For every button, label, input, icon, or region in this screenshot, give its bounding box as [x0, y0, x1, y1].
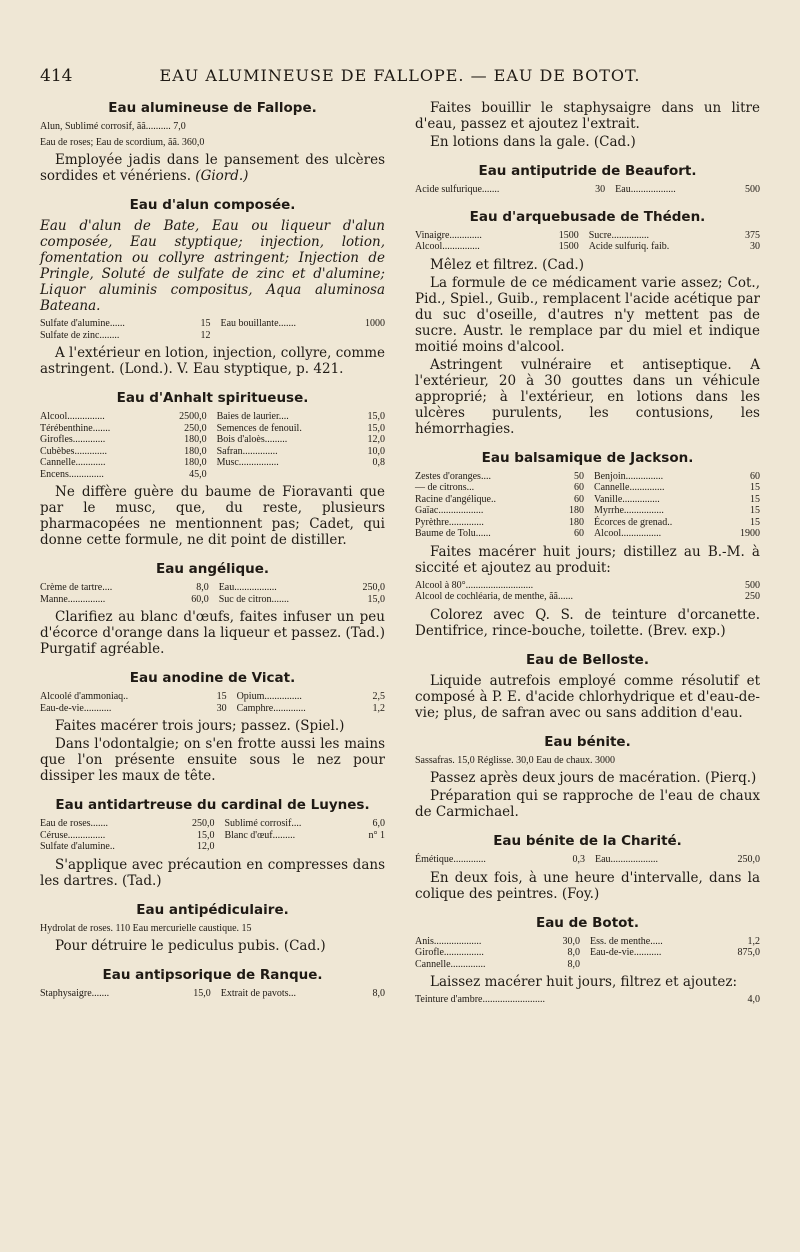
ingredient-name: — de citrons... [415, 482, 475, 493]
ingredient-name: Anis................... [415, 935, 482, 947]
ingredient-quantity: 60,0 [191, 593, 209, 605]
ingredient-quantity: 875,0 [737, 947, 760, 958]
ingredient-name: Ess. de menthe..... [589, 935, 663, 947]
section-text: A l'extérieur en lotion, injection, collyre, comme astringent. (Lond.). V. Eau styptique, p. 421. [40, 345, 386, 377]
ingredient-name: Opium............... [236, 691, 302, 702]
ingredient-name: Baume de Tolu...... [415, 528, 491, 539]
ingredient-row [415, 994, 760, 1006]
ingredient-name: Girofles............. [40, 434, 106, 445]
ingredient-name: Girofle................ [415, 947, 484, 958]
ingredient-name: Teinture d'ambre......................... [415, 994, 545, 1005]
ingredient-table [40, 691, 385, 714]
section-text: Faites macérer trois jours; passez. (Spiel.) [55, 718, 345, 734]
ingredient-name: Encens.............. [40, 468, 104, 480]
ingredient-line: Sassafras. 15,0 Réglisse. 30,0 Eau de chaux. 3000 [415, 754, 615, 766]
ingredient-name: Cannelle.............. [593, 482, 665, 493]
section-text: Ne diffère guère du baume de Fioravanti que par le musc, que, du reste, plusieurs pharmacopées ne mentionnent pas; Cadet, qui donne cette formule, ne dit point de distiller. [40, 484, 385, 548]
ingredient-quantity: 30 [750, 241, 760, 252]
ingredient-name: Baies de laurier.... [216, 411, 289, 422]
ingredient-quantity: 0,8 [372, 457, 385, 468]
ingredient-quantity: 2,5 [372, 691, 385, 702]
ingredient-quantity: 6,0 [372, 818, 385, 829]
ingredient-quantity [351, 330, 385, 342]
ingredient-quantity: 250,0 [191, 818, 215, 829]
ingredient-table [40, 318, 385, 341]
ingredient-quantity: 15,0 [196, 829, 215, 841]
ingredient-quantity: 15 [750, 482, 760, 493]
ingredient-quantity: 15 [200, 318, 211, 329]
section-title: Eau alumineuse de Fallope. [108, 100, 317, 116]
ingredient-row [40, 411, 385, 423]
ingredient-table [415, 854, 760, 866]
ingredient-name: Cannelle............ [40, 457, 106, 468]
ingredient-quantity: 250,0 [737, 854, 760, 865]
ingredient-row [40, 988, 385, 1000]
section-text: Liquide autrefois employé comme résolutif et composé à P. E. d'acide chlorhydrique et d'eau-de-vie; plus, de safran avec ou sans addition d'eau. [415, 672, 760, 721]
ingredient-quantity: 15,0 [193, 988, 211, 999]
section-title: Eau d'arquebusade de Théden. [469, 208, 706, 225]
ingredient-quantity: 180,0 [184, 457, 207, 468]
ingredient-quantity: 15,0 [367, 593, 385, 605]
ingredient-name: Extrait de pavots... [220, 988, 297, 999]
ingredient-name: Sulfate d'alumine...... [40, 318, 125, 329]
ingredient-row [40, 446, 385, 458]
ingredient-quantity: 30 [216, 702, 227, 714]
ingredient-row [40, 818, 385, 830]
ingredient-name: Bois d'aloès......... [216, 434, 288, 445]
ingredient-table [415, 471, 760, 540]
ingredient-row [40, 457, 385, 469]
ingredient-name: Sulfate de zinc........ [40, 329, 120, 341]
section-text: Colorez avec Q. S. de teinture d'orcanette. Dentifrice, rince-bouche, toilette. (Brev. exp.) [415, 606, 760, 639]
ingredient-quantity: 50 [573, 470, 584, 482]
ingredient-name: Eau-de-vie........... [589, 947, 662, 958]
ingredient-name: Sublimé corrosif.... [224, 818, 302, 829]
ingredient-name [590, 959, 720, 971]
ingredient-name: Alcool de cochléaria, de menthe, ãã...... [415, 591, 573, 602]
ingredient-name: Myrrhe................ [593, 505, 664, 516]
ingredient-name: Eau................... [594, 854, 659, 865]
ingredient-name: Sucre............... [588, 229, 649, 241]
ingredient-table [415, 230, 760, 253]
ingredient-name: Manne............... [40, 593, 106, 605]
ingredient-name: Acide sulfurique....... [415, 184, 500, 195]
section-text: Préparation qui se rapproche de l'eau de chaux de Carmichael. [415, 788, 760, 820]
ingredient-quantity: 10,0 [367, 445, 385, 457]
ingredient-row [40, 318, 385, 330]
ingredient-name: Sulfate d'alumine.. [40, 841, 115, 852]
ingredient-row [40, 469, 385, 481]
ingredient-quantity: 1000 [365, 318, 385, 329]
section-text: Employée jadis dans le pansement des ulcères sordides et vénériens. (Giord.) [40, 152, 385, 184]
section-text: Mêlez et filtrez. (Cad.) [430, 256, 584, 273]
ingredient-quantity: 30 [595, 184, 606, 195]
ingredient-quantity [357, 841, 385, 853]
section-title: Eau de Botot. [535, 914, 640, 931]
ingredient-name: Eau bouillante....... [220, 318, 297, 329]
ingredient-quantity: 375 [745, 229, 760, 241]
ingredient-row [415, 184, 760, 196]
section-text: Pour détruire le pediculus pubis. (Cad.) [55, 938, 326, 954]
ingredient-quantity: 60 [573, 482, 584, 493]
running-title: EAU ALUMINEUSE DE FALLOPE. — EAU DE BOTOT. [159, 66, 641, 85]
ingredient-quantity: 250,0 [362, 582, 385, 593]
ingredient-quantity: 45,0 [189, 468, 207, 480]
section-text: Laissez macérer huit jours, filtrez et ajoutez: [430, 974, 737, 990]
section-text: En deux fois, à une heure d'intervalle, dans la colique des peintres. (Foy.) [415, 869, 760, 902]
ingredient-quantity: 15,0 [367, 422, 385, 434]
ingredient-table [415, 184, 760, 196]
ingredient-quantity: 1,2 [372, 702, 385, 714]
ingredient-name [217, 469, 357, 481]
ingredient-row [415, 947, 760, 959]
ingredient-row [415, 959, 760, 971]
ingredient-name: Acide sulfuriq. faib. [588, 241, 670, 252]
ingredient-quantity: 500 [745, 184, 760, 195]
ingredient-name: Alcool................ [593, 528, 662, 539]
ingredient-name: Alcool à 80°........................... [415, 579, 534, 591]
section-title: Eau bénite de la Charité. [493, 833, 682, 849]
section-title: Eau d'Anhalt spiritueuse. [116, 390, 309, 406]
section-title: Eau angélique. [156, 561, 269, 577]
ingredient-row [40, 691, 385, 703]
ingredient-quantity: 2500,0 [179, 411, 207, 422]
section-title: Eau de Belloste. [526, 651, 649, 668]
section-title: Eau bénite. [544, 733, 631, 750]
ingredient-name: Émétique............. [415, 854, 486, 865]
ingredient-row [40, 582, 385, 594]
section-text: Faites bouillir le staphysaigre dans un litre d'eau, passez et ajoutez l'extrait. [415, 100, 760, 132]
ingredient-quantity: 15 [750, 516, 760, 528]
ingredient-row [415, 936, 760, 948]
ingredient-line: Hydrolat de roses. 110 Eau mercurielle caustique. 15 [40, 922, 252, 934]
ingredient-row [415, 471, 760, 483]
ingredient-quantity: 180,0 [184, 434, 207, 445]
synonyms-text: Eau d'alun de Bate, Eau ou liqueur d'alun composée, Eau styptique; injection, lotion, fomentation ou collyre astringent; Injection de Pringle, Soluté de sulfate de zinc et d'alumine; Liquor aluminis compositus, Aqua aluminosa Bateana. [40, 218, 385, 314]
ingredient-quantity: 250 [745, 591, 760, 602]
ingredient-quantity: 30,0 [562, 935, 580, 947]
ingredient-name: Pyrèthre.............. [415, 516, 484, 528]
ingredient-quantity: 180,0 [184, 445, 207, 457]
ingredient-name: Staphysaigre....... [40, 988, 110, 999]
ingredient-quantity: 12,0 [196, 841, 215, 852]
ingredient-name: Eau................. [218, 582, 277, 593]
ingredient-name [220, 330, 350, 342]
ingredient-row [415, 505, 760, 517]
ingredient-quantity: 15 [216, 691, 227, 702]
section-text: Clarifiez au blanc d'œufs, faites infuser un peu d'écorce d'orange dans la liqueur et passez. (Tad.) Purgatif agréable. [40, 609, 385, 657]
ingredient-row [40, 594, 385, 606]
ingredient-name: Gaïac.................. [415, 505, 484, 516]
ingredient-row [415, 241, 760, 253]
ingredient-quantity: 8,0 [567, 958, 580, 970]
ingredient-quantity: n° 1 [368, 829, 385, 841]
ingredient-name: Écorces de grenad.. [593, 516, 673, 528]
ingredient-name: Blanc d'œuf......... [224, 829, 296, 841]
section-text: S'applique avec précaution en compresses dans les dartres. (Tad.) [40, 856, 385, 889]
ingredient-row [40, 830, 385, 842]
section-text: En lotions dans la gale. (Cad.) [430, 134, 636, 150]
ingredient-name: Racine d'angélique.. [415, 493, 496, 505]
ingredient-name: Benjoin............... [593, 470, 664, 482]
ingredient-table [40, 988, 385, 1000]
ingredient-row [40, 423, 385, 435]
ingredient-table [40, 818, 385, 853]
ingredient-name: Vanille............... [593, 493, 660, 505]
ingredient-quantity: 60 [750, 470, 760, 482]
ingredient-quantity: 12,0 [367, 434, 385, 445]
ingredient-name: Térébenthine....... [40, 422, 111, 434]
ingredient-quantity: 60 [573, 493, 584, 505]
ingredient-name: Alcoolé d'ammoniaq.. [40, 691, 129, 702]
ingredient-line: Eau de roses; Eau de scordium, ãã. 360,0 [40, 136, 205, 148]
ingredient-table [415, 580, 760, 603]
ingredient-row [40, 434, 385, 446]
ingredient-name: Crème de tartre.... [40, 582, 113, 593]
ingredient-quantity: 8,0 [567, 947, 580, 958]
ingredient-table [415, 936, 760, 971]
section-text: Dans l'odontalgie; on s'en frotte aussi les mains que l'on présente ensuite sous le nez pour dissiper les maux de tête. [40, 736, 385, 784]
ingredient-row [415, 528, 760, 540]
ingredient-quantity: 12 [200, 329, 211, 341]
page-number: 414 [40, 66, 73, 86]
ingredient-quantity: 8,0 [372, 988, 385, 999]
ingredient-quantity: 4,0 [747, 994, 760, 1005]
ingredient-name: Alcool............... [415, 241, 480, 252]
right-column [415, 100, 760, 1010]
left-column [40, 100, 385, 1004]
ingredient-row [40, 330, 385, 342]
ingredient-name: Safran.............. [216, 445, 278, 457]
ingredient-line: Alun, Sublimé corrosif, ãã.......... 7,0 [40, 121, 186, 132]
ingredient-quantity: 15 [750, 493, 760, 505]
section-title: Eau anodine de Vicat. [129, 670, 296, 686]
section-title: Eau antipédiculaire. [136, 901, 289, 918]
ingredient-quantity [720, 959, 760, 971]
ingredient-name: Camphre............. [236, 702, 306, 714]
ingredient-name: Eau-de-vie........... [40, 702, 112, 714]
ingredient-row [415, 230, 760, 242]
ingredient-quantity: 60 [573, 528, 584, 539]
ingredient-quantity: 1500 [558, 241, 579, 252]
section-title: Eau antiputride de Beaufort. [478, 163, 697, 179]
ingredient-row [415, 517, 760, 529]
ingredient-name: Céruse............... [40, 829, 106, 841]
ingredient-name: Zestes d'oranges.... [415, 470, 491, 482]
ingredient-name: Eau.................. [615, 184, 676, 195]
ingredient-quantity: 0,3 [572, 854, 585, 865]
section-title: Eau antidartreuse du cardinal de Luynes. [55, 797, 370, 813]
ingredient-row [415, 854, 760, 866]
ingredient-quantity: 1900 [740, 528, 760, 539]
ingredient-name: Musc................ [216, 457, 279, 468]
section-title: Eau balsamique de Jackson. [481, 449, 694, 466]
ingredient-row [415, 580, 760, 592]
ingredient-row [415, 591, 760, 603]
ingredient-quantity: 15,0 [367, 411, 385, 422]
section-text: Passez après deux jours de macération. (Pierq.) [430, 770, 757, 786]
section-title: Eau antipsorique de Ranque. [102, 967, 323, 983]
ingredient-table [415, 994, 760, 1006]
ingredient-quantity: 8,0 [196, 582, 209, 593]
ingredient-name: Semences de fenouil. [216, 422, 302, 434]
section-text: Faites macérer huit jours; distillez au B.-M. à siccité et ajoutez au produit: [415, 543, 760, 576]
ingredient-name: Cubèbes............. [40, 445, 107, 457]
ingredient-row [415, 482, 760, 494]
ingredient-quantity: 500 [745, 579, 760, 591]
ingredient-name [224, 841, 356, 853]
ingredient-quantity [356, 469, 385, 481]
ingredient-name: Suc de citron....... [218, 593, 289, 605]
ingredient-quantity: 180 [568, 505, 584, 516]
ingredient-quantity: 15 [750, 505, 760, 516]
ingredient-row [40, 703, 385, 715]
ingredient-quantity: 1,2 [747, 935, 760, 947]
ingredient-name: Vinaigre............. [415, 229, 482, 241]
ingredient-table [40, 411, 385, 480]
ingredient-row [415, 494, 760, 506]
section-text: Astringent vulnéraire et antiseptique. A l'extérieur, 20 à 30 gouttes dans un véhicule approprié; à l'extérieur, en lotions dans les ulcères purulents, les contusions, les hémorrhagies. [415, 356, 760, 437]
ingredient-table [40, 582, 385, 605]
ingredient-quantity: 1500 [558, 229, 579, 241]
section-text: La formule de ce médicament varie assez; Cot., Pid., Spiel., Guib., remplacent l'acide acétique par du suc d'oseille, d'autres n'y mettent pas de sucre. Austr. le remplace par du miel et indique moitié moins d'alcool. [415, 274, 760, 355]
ingredient-name: Eau de roses....... [40, 818, 109, 829]
ingredient-name: Cannelle.............. [415, 958, 486, 970]
ingredient-name: Alcool............... [40, 411, 105, 422]
ingredient-row [40, 841, 385, 853]
ingredient-quantity: 250,0 [184, 422, 207, 434]
section-title: Eau d'alun composée. [129, 197, 296, 213]
ingredient-quantity: 180 [568, 516, 584, 528]
